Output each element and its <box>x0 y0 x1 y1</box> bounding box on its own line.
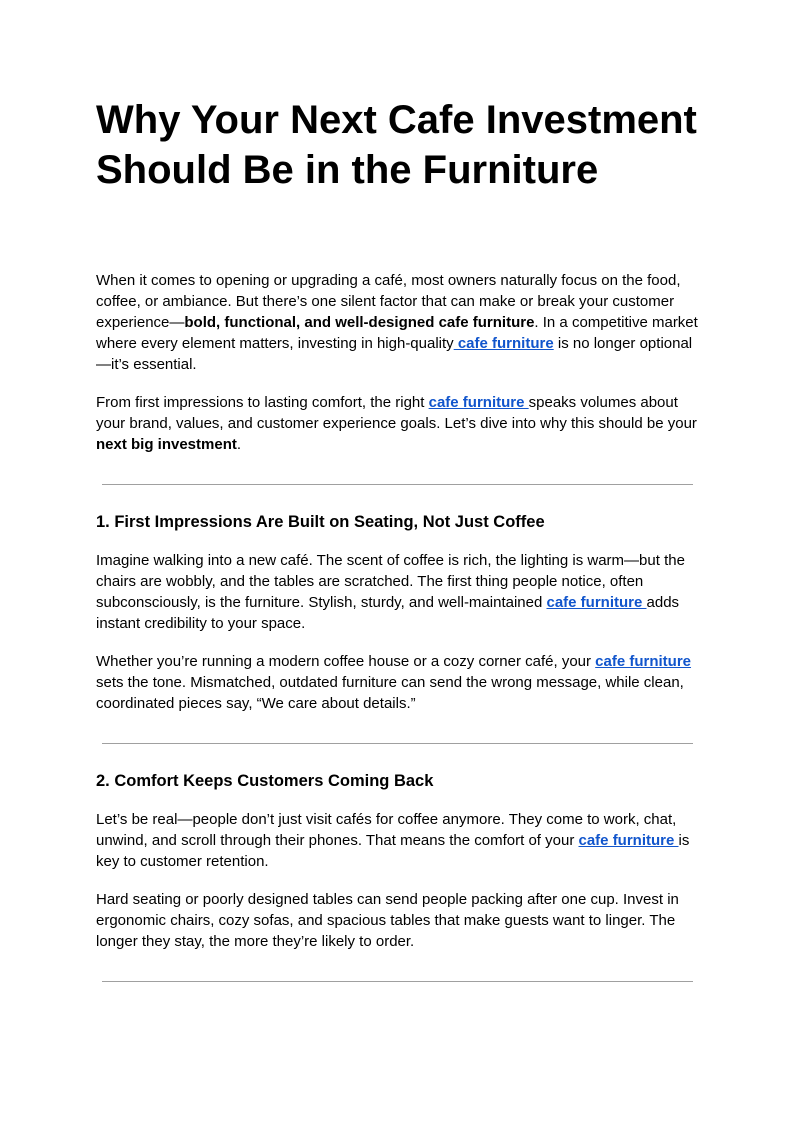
cafe-furniture-link[interactable]: cafe furniture <box>453 335 554 352</box>
section-divider <box>102 743 693 744</box>
intro-text: From first impressions to lasting comfort, the right <box>96 394 429 411</box>
title-line-2: Should Be in the Furniture <box>96 148 599 192</box>
intro-bold-text: bold, functional, and well-designed cafe furniture <box>184 314 535 331</box>
intro-text: . In a competitive market where every element matters, investing in high-quality <box>96 314 698 352</box>
section-text: Whether you’re running a modern coffee house or a cozy corner café, your <box>96 653 596 670</box>
section-text: sets the tone. Mismatched, outdated furniture can send the wrong message, while clean, coordinated pieces say, “We care about details.” <box>96 674 684 712</box>
section-text: Let’s be real—people don’t just visit cafés for coffee anymore. They come to work, chat, unwind, and scroll through their phones. That means the comfort of your <box>96 811 677 849</box>
section-text: Imagine walking into a new café. The scent of coffee is rich, the lighting is warm—but the chairs are wobbly, and the tables are scratched. The first thing people notice, often subconsciously, is the furniture. Stylish, sturdy, and well-maintained <box>96 552 685 611</box>
cafe-furniture-link[interactable]: cafe furniture <box>546 594 647 611</box>
title-line-1: Why Your Next Cafe Investment <box>96 98 697 142</box>
intro-paragraph-1 <box>96 270 706 375</box>
section-text: adds instant credibility to your space. <box>96 594 680 632</box>
section-2-heading: 2. Comfort Keeps Customers Coming Back <box>96 772 434 790</box>
section-text: is key to customer retention. <box>96 832 690 870</box>
section-2-paragraph-1 <box>96 809 706 872</box>
section-1-heading: 1. First Impressions Are Built on Seating, Not Just Coffee <box>96 513 545 531</box>
cafe-furniture-link[interactable]: cafe furniture <box>578 832 679 849</box>
intro-text: When it comes to opening or upgrading a café, most owners naturally focus on the food, coffee, or ambiance. But there’s one silent factor that can make or break your customer experience— <box>96 272 681 331</box>
cafe-furniture-link[interactable]: cafe furniture <box>595 653 692 670</box>
section-divider <box>102 484 693 485</box>
cafe-furniture-link[interactable]: cafe furniture <box>428 394 529 411</box>
section-divider <box>102 981 693 982</box>
section-2-paragraph-2: Hard seating or poorly designed tables can send people packing after one cup. Invest in ergonomic chairs, cozy sofas, and spacious tables that make guests want to linger. The longer they stay, the more they’re likely to order. <box>96 891 679 950</box>
intro-text: is no longer optional—it’s essential. <box>96 335 693 373</box>
page-title <box>96 95 706 195</box>
intro-paragraph-2 <box>96 392 706 455</box>
section-1-paragraph-2 <box>96 651 706 714</box>
intro-text: speaks volumes about your brand, values, and customer experience goals. Let’s dive into why this should be your <box>96 394 697 432</box>
intro-bold-text: next big investment <box>96 436 237 453</box>
section-1-paragraph-1 <box>96 550 706 634</box>
intro-text: . <box>236 436 242 453</box>
